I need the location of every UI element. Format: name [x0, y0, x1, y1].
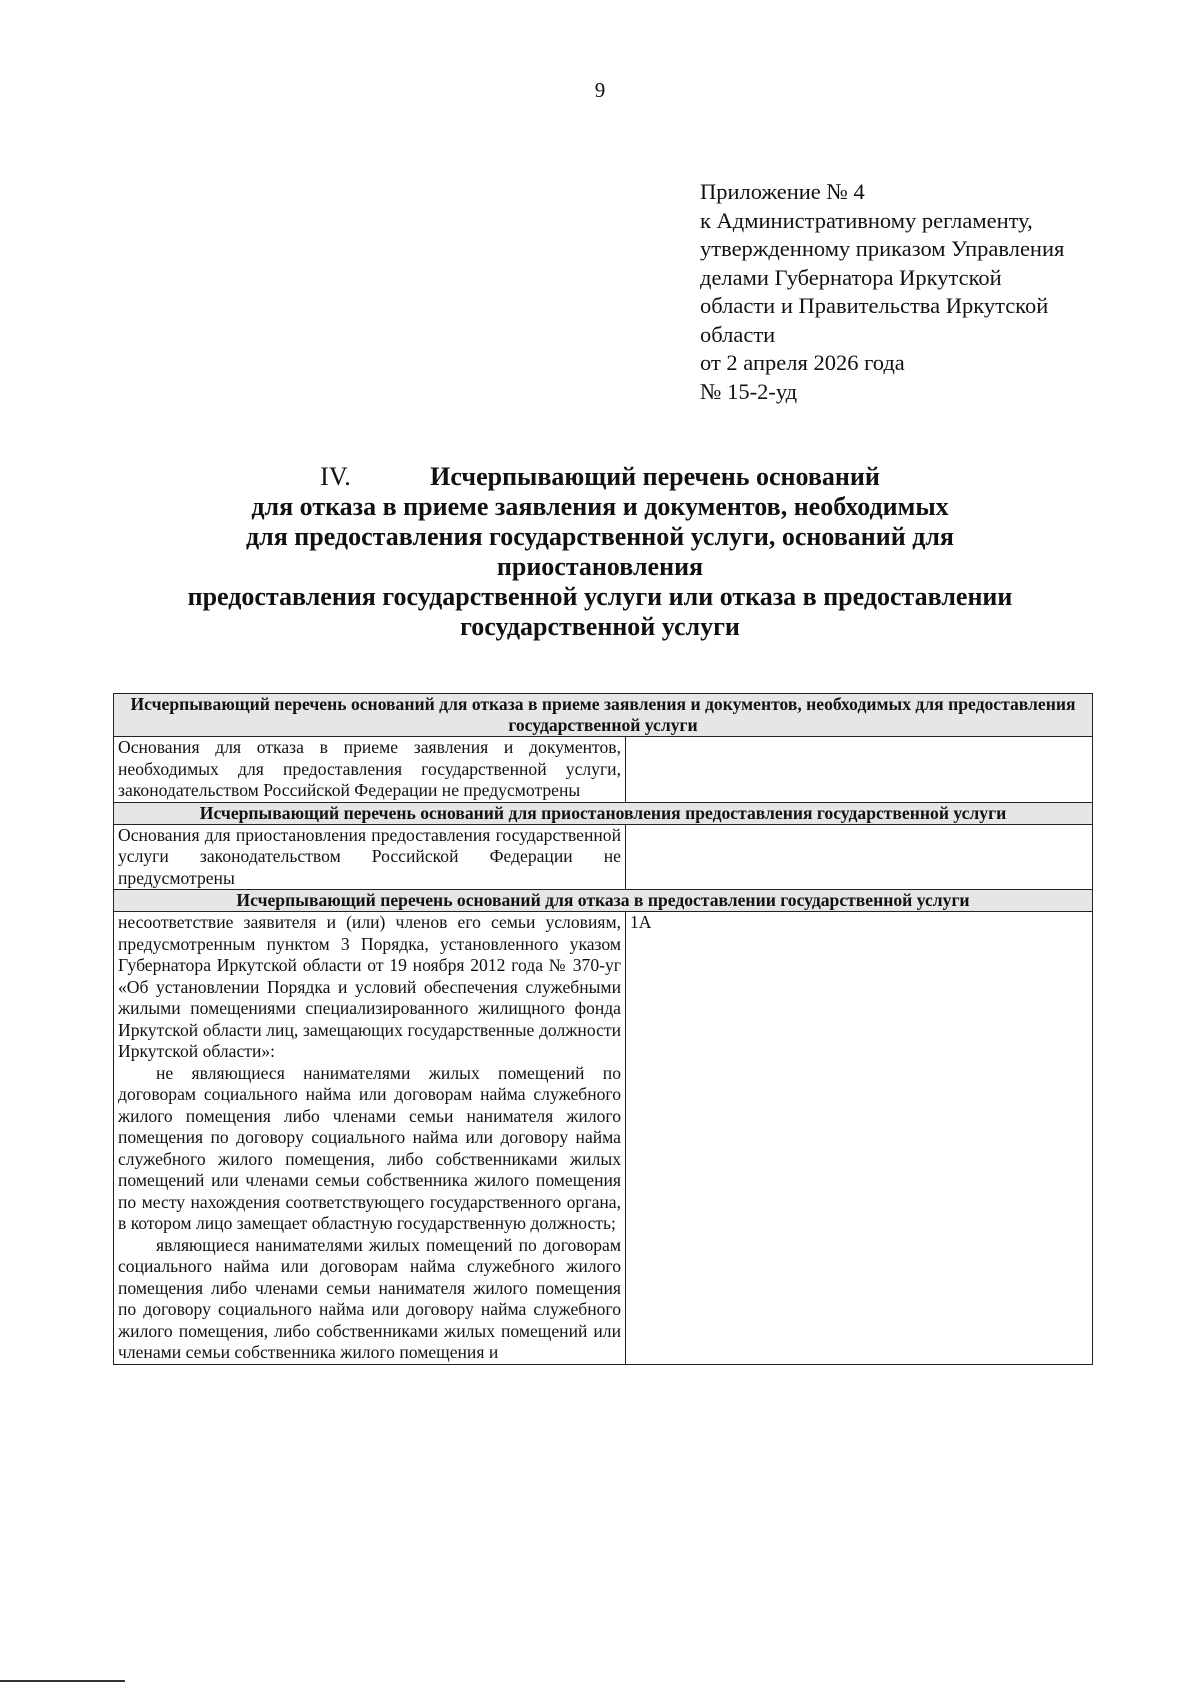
table-cell-text [114, 912, 626, 1365]
table-cell-text: Основания для отказа в приеме заявления и документов, необходимых для предоставления государственной услуги, законодательством Российской Федерации не предусмотрены [114, 737, 626, 803]
appendix-line: к Административному регламенту, [700, 207, 1033, 233]
bottom-rule [0, 1680, 125, 1682]
paragraph: не являющиеся нанимателями жилых помещений по договорам социального найма или договорам найма служебного жилого помещения либо членами семьи нанимателя жилого помещения по договору социального найма или договору найма служебного жилого помещения, либо собственниками жилых помещений или членами семьи собственника жилого помещения по месту нахождения соответствующего государственного органа, в котором лицо замещает областную государственную должность; [118, 1062, 621, 1233]
appendix-line: Приложение № 4 [700, 179, 865, 204]
table-row [114, 694, 1093, 737]
table-cell-text: Основания для приостановления предоставления государственной услуги законодательством Российской Федерации не предусмотрены [114, 824, 626, 890]
appendix-line: № 15-2-уд [700, 378, 798, 404]
heading-line: приостановления [496, 552, 704, 581]
table-row [114, 912, 1093, 1365]
paragraph: являющиеся нанимателями жилых помещений по договорам социального найма или договорам найма служебного жилого помещения либо членами семьи нанимателя жилого помещения по договору социального найма или договору найма служебного жилого помещения, либо собственниками жилых помещений или членами семьи собственника жилого помещения и [118, 1234, 621, 1362]
section-header-refusal-service: Исчерпывающий перечень оснований для отказа в предоставлении государственной услуги [114, 890, 1093, 912]
appendix-line: от 2 апреля 2026 года [700, 350, 905, 375]
section-number: IV. [320, 462, 351, 491]
appendix-block [700, 178, 1120, 406]
appendix-line: делами Губернатора Иркутской [700, 264, 1002, 290]
heading-line: для отказа в приеме заявления и документов, необходимых [251, 492, 949, 521]
table-row [114, 802, 1093, 824]
table-cell-reference [626, 737, 1093, 803]
table-row [114, 737, 1093, 803]
paragraph: несоответствие заявителя и (или) членов его семьи условиям, предусмотренным пунктом 3 Порядка, установленного указом Губернатора Иркутской области от 19 ноября 2012 года № 370-уг «Об установлении Порядка и условий обеспечения служебными жилыми помещениями специализированного жилищного фонда Иркутской области лиц, замещающих государственные должности Иркутской области»: [118, 912, 621, 1061]
section-header-suspension: Исчерпывающий перечень оснований для приостановления предоставления государственной услуги [114, 802, 1093, 824]
grounds-table [113, 693, 1093, 1365]
table-cell-reference [626, 824, 1093, 890]
page-number: 9 [594, 78, 606, 102]
section-heading [120, 462, 1080, 642]
section-header-refusal-acceptance: Исчерпывающий перечень оснований для отказа в приеме заявления и документов, необходимых для предоставления государственной услуги [114, 694, 1093, 737]
table-row [114, 890, 1093, 912]
appendix-line: утвержденному приказом Управления [700, 236, 1065, 261]
heading-line: Исчерпывающий перечень оснований [430, 462, 880, 491]
table-cell-reference: 1А [626, 912, 1093, 1365]
appendix-line: области и Правительства Иркутской [700, 293, 1049, 318]
heading-line: государственной услуги [460, 612, 740, 641]
heading-line: для предоставления государственной услуги, оснований для [245, 522, 955, 551]
heading-line: предоставления государственной услуги или отказа в предоставлении [187, 582, 1013, 611]
appendix-line: области [700, 321, 776, 347]
table-row [114, 824, 1093, 890]
